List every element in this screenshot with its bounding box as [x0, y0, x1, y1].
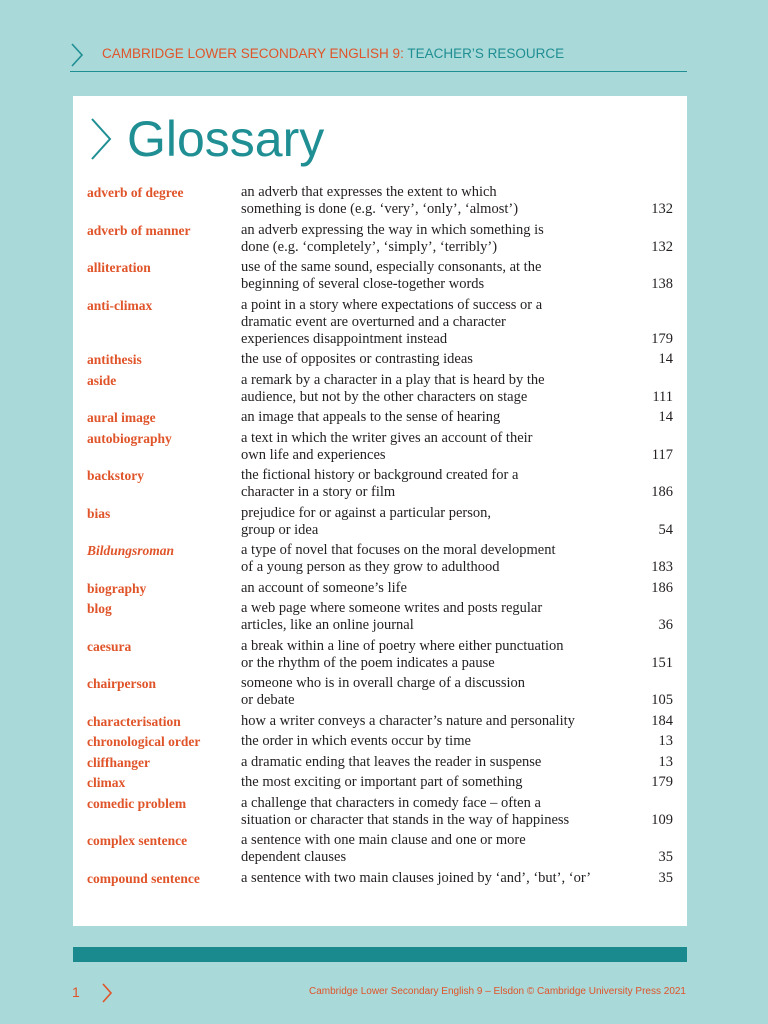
glossary-entry: [87, 430, 673, 464]
glossary-entry: [87, 259, 673, 293]
definition-line: dependent clauses: [241, 849, 347, 865]
definition-line: of a young person as they grow to adulthood: [241, 559, 500, 575]
definition-line: or the rhythm of the poem indicates a pause: [241, 654, 495, 671]
running-header: [70, 42, 690, 70]
chevron-right-icon: [89, 116, 113, 162]
glossary-page-ref: 179: [651, 330, 673, 347]
glossary-definition: [241, 600, 641, 634]
definition-line: the most exciting or important part of something: [241, 774, 523, 790]
glossary-term: alliteration: [87, 260, 151, 275]
book-title-resource: TEACHER’S RESOURCE: [403, 46, 565, 61]
glossary-page-ref: 151: [651, 654, 673, 671]
glossary-entry: [87, 222, 673, 256]
glossary-entry: [87, 580, 673, 597]
glossary-page-ref: 35: [658, 849, 673, 865]
glossary-term: autobiography: [87, 430, 172, 446]
glossary-entry: [87, 733, 673, 750]
glossary-list: [87, 184, 673, 890]
footer-bar: [73, 947, 687, 962]
glossary-definition: [241, 184, 641, 218]
definition-line: the use of opposites or contrasting ideas: [241, 351, 473, 367]
page-number: 1: [72, 984, 80, 1000]
glossary-definition: [241, 795, 641, 829]
glossary-page-ref: 132: [651, 201, 673, 217]
definition-line: prejudice for or against a particular person,: [241, 504, 492, 521]
glossary-entry: [87, 409, 673, 426]
glossary-page-ref: 138: [651, 276, 673, 292]
glossary-definition: [241, 351, 641, 368]
glossary-definition: [241, 774, 641, 791]
glossary-entry: [87, 505, 673, 539]
glossary-definition: [241, 713, 641, 730]
definition-line: someone who is in overall charge of a discussion: [241, 675, 526, 691]
glossary-page-ref: 105: [651, 692, 673, 708]
glossary-definition: [241, 259, 641, 293]
glossary-definition: [241, 832, 641, 866]
glossary-entry: [87, 870, 673, 887]
glossary-definition: [241, 409, 641, 426]
glossary-entry: [87, 351, 673, 368]
glossary-definition: [241, 372, 641, 406]
definition-line: character in a story or film: [241, 484, 396, 500]
glossary-page-ref: 13: [658, 733, 673, 749]
definition-line: the order in which events occur by time: [241, 733, 471, 749]
glossary-term: adverb of degree: [87, 185, 184, 200]
glossary-term: complex sentence: [87, 833, 188, 848]
glossary-page-ref: 13: [658, 753, 673, 770]
glossary-entry: [87, 297, 673, 348]
glossary-panel: [73, 96, 687, 926]
glossary-term: caesura: [87, 638, 132, 654]
chevron-right-icon: [101, 982, 113, 1004]
glossary-entry: [87, 832, 673, 866]
glossary-page-ref: 179: [651, 774, 673, 790]
glossary-page-ref: 132: [651, 238, 673, 255]
glossary-page-ref: 186: [651, 484, 673, 500]
glossary-term: antithesis: [87, 352, 142, 367]
glossary-term: comedic problem: [87, 795, 187, 811]
glossary-term: biography: [87, 580, 147, 596]
glossary-definition: [241, 638, 641, 672]
glossary-entry: [87, 774, 673, 791]
glossary-term: blog: [87, 601, 112, 616]
glossary-page-ref: 14: [658, 409, 673, 425]
definition-line: articles, like an online journal: [241, 617, 414, 633]
glossary-entry: [87, 600, 673, 634]
header-divider: [70, 71, 687, 72]
definition-line: situation or character that stands in the way of happiness: [241, 811, 570, 828]
glossary-term: aside: [87, 372, 117, 388]
definition-line: experiences disappointment instead: [241, 330, 448, 347]
definition-line: a dramatic ending that leaves the reader in suspense: [241, 753, 542, 770]
definition-line: a text in which the writer gives an account of their: [241, 429, 533, 446]
glossary-page-ref: 184: [651, 712, 673, 729]
glossary-term: aural image: [87, 410, 156, 425]
glossary-term: chairperson: [87, 676, 156, 691]
glossary-page-ref: 117: [651, 446, 673, 463]
definition-line: an image that appeals to the sense of hearing: [241, 409, 501, 425]
definition-line: a web page where someone writes and posts regular: [241, 600, 543, 616]
definition-line: something is done (e.g. ‘very’, ‘only’, ‘almost’): [241, 201, 519, 217]
definition-line: audience, but not by the other characters on stage: [241, 388, 528, 405]
glossary-entry: [87, 638, 673, 672]
glossary-term: compound sentence: [87, 870, 200, 886]
definition-line: dramatic event are overturned and a character: [241, 313, 506, 330]
definition-line: a sentence with one main clause and one or more: [241, 832, 526, 848]
glossary-definition: [241, 222, 641, 256]
definition-line: or debate: [241, 692, 295, 708]
page-title-text: Glossary: [127, 111, 325, 167]
definition-line: a point in a story where expectations of success or a: [241, 296, 543, 313]
footer-credit: Cambridge Lower Secondary English 9 – Elsdon © Cambridge University Press 2021: [309, 986, 686, 997]
glossary-page-ref: 14: [658, 351, 673, 367]
glossary-page-ref: 109: [651, 811, 673, 828]
glossary-term: cliffhanger: [87, 754, 150, 770]
glossary-page-ref: 35: [658, 869, 673, 886]
glossary-entry: [87, 467, 673, 501]
glossary-definition: [241, 733, 641, 750]
glossary-term: Bildungsroman: [87, 543, 175, 558]
glossary-page-ref: 36: [658, 617, 673, 633]
glossary-term: climax: [87, 775, 126, 790]
definition-line: how a writer conveys a character’s nature and personality: [241, 712, 575, 729]
definition-line: use of the same sound, especially consonants, at the: [241, 259, 542, 275]
definition-line: own life and experiences: [241, 446, 386, 463]
glossary-term: chronological order: [87, 734, 201, 749]
glossary-definition: [241, 870, 641, 887]
book-title: [102, 46, 564, 61]
glossary-definition: [241, 754, 641, 771]
glossary-definition: [241, 675, 641, 709]
definition-line: an account of someone’s life: [241, 579, 407, 596]
glossary-term: bias: [87, 505, 111, 521]
chevron-right-icon: [70, 42, 84, 68]
glossary-page-ref: 111: [652, 388, 673, 405]
glossary-entry: [87, 372, 673, 406]
glossary-definition: [241, 467, 641, 501]
definition-line: a break within a line of poetry where either punctuation: [241, 637, 564, 654]
definition-line: a remark by a character in a play that is heard by the: [241, 371, 545, 388]
definition-line: an adverb expressing the way in which something is: [241, 221, 544, 238]
glossary-page-ref: 186: [651, 579, 673, 596]
glossary-definition: [241, 580, 641, 597]
glossary-term: backstory: [87, 468, 144, 483]
definition-line: group or idea: [241, 521, 319, 538]
glossary-entry: [87, 675, 673, 709]
glossary-term: characterisation: [87, 713, 181, 729]
glossary-definition: [241, 542, 641, 576]
definition-line: beginning of several close-together words: [241, 276, 485, 292]
glossary-entry: [87, 713, 673, 730]
book-title-series: CAMBRIDGE LOWER SECONDARY ENGLISH 9:: [102, 46, 404, 61]
glossary-definition: [241, 505, 641, 539]
definition-line: a sentence with two main clauses joined by ‘and’, ‘but’, ‘or’: [241, 869, 592, 886]
glossary-definition: [241, 430, 641, 464]
definition-line: done (e.g. ‘completely’, ‘simply’, ‘terribly’): [241, 238, 498, 255]
glossary-entry: [87, 795, 673, 829]
glossary-entry: [87, 754, 673, 771]
definition-line: the fictional history or background created for a: [241, 467, 519, 483]
definition-line: a type of novel that focuses on the moral development: [241, 542, 556, 558]
glossary-page-ref: 183: [651, 559, 673, 575]
glossary-term: adverb of manner: [87, 222, 191, 238]
glossary-entry: [87, 542, 673, 576]
glossary-page-ref: 54: [658, 521, 673, 538]
definition-line: an adverb that expresses the extent to which: [241, 184, 497, 200]
definition-line: a challenge that characters in comedy face – often a: [241, 794, 541, 811]
glossary-entry: [87, 184, 673, 218]
glossary-definition: [241, 297, 641, 348]
glossary-term: anti-climax: [87, 297, 153, 313]
